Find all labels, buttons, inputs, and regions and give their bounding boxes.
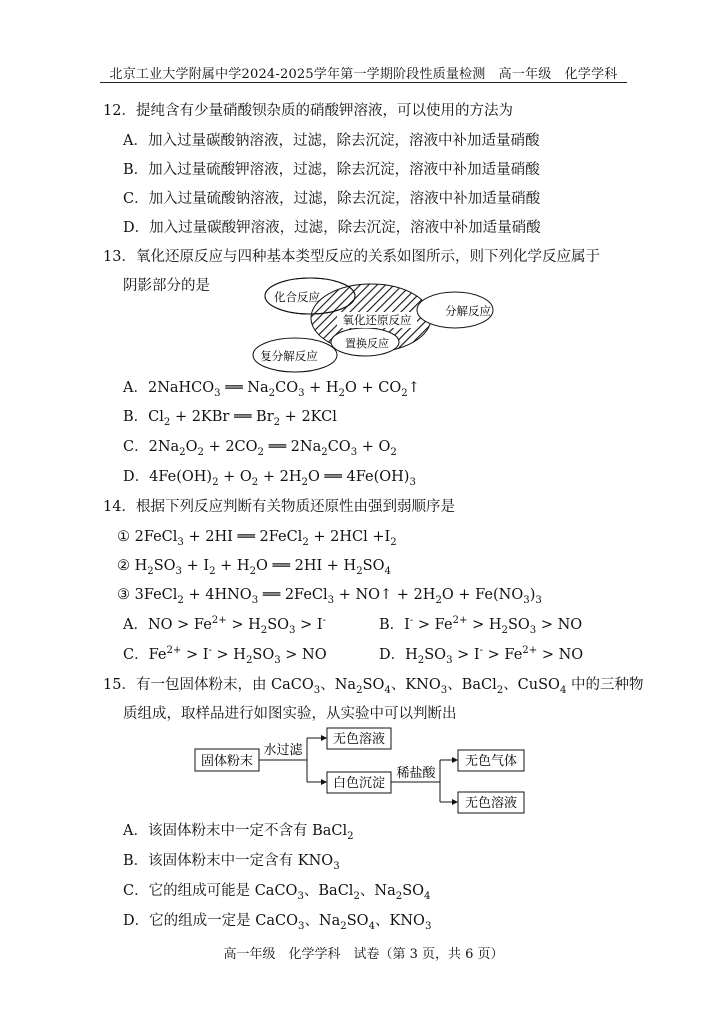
flow-out3-label: 无色气体 — [464, 754, 518, 769]
q13-option-d: D．$4Fe(OH)_2 + O_2 + 2H_2O$ ══ $4Fe(OH)_3$ — [123, 469, 416, 488]
q14-reaction-2: ② $H_2SO_3 + I_2 + H_2O$ ══ $2HI + H_2SO_4$ — [117, 558, 391, 577]
redox-label: 氧化还原反应 — [342, 313, 412, 327]
q14-reaction-3: ③ 3FeCl$_2$ + $4HNO_3$ ══ 2FeCl$_3$ + NO↑ + $2H_2O + Fe(NO_3)_3$ — [117, 587, 542, 606]
q14-reaction-1: ① 2FeCl$_3$ + 2HI ══ 2FeCl$_2$ + $2HCl +I_2$ — [117, 529, 397, 548]
q12-option-d: D．加入过量碳酸钾溶液，过滤，除去沉淀，溶液中补加适量硝酸 — [123, 220, 541, 236]
q14-option-b: B．$I^- > Fe^{2+} > H_2SO_3$ > NO — [379, 615, 583, 636]
q13-option-c: C．$2Na_2O_2 + 2CO_2$ ══ $2Na_2CO_3 + O_2$ — [123, 439, 397, 458]
q15-option-a: A．该固体粉末中一定不含有 BaCl$_2$ — [123, 823, 354, 842]
q12-option-c: C．加入过量硫酸钠溶液，过滤，除去沉淀，溶液中补加适量硝酸 — [123, 191, 541, 207]
flow-out4-label: 无色溶液 — [464, 796, 518, 811]
combination-label: 化合反应 — [274, 290, 320, 304]
q13-stem-line2: 阴影部分的是 — [123, 278, 210, 294]
decomposition-label: 分解反应 — [445, 304, 491, 318]
q12-stem: 12．提纯含有少量硝酸钡杂质的硝酸钾溶液，可以使用的方法为 — [103, 103, 513, 119]
q14-stem: 14．根据下列反应判断有关物质还原性由强到弱顺序是 — [103, 499, 455, 515]
flow-step2-label: 稀盐酸 — [396, 766, 436, 781]
q12-option-a: A．加入过量碳酸钠溶液，过滤，除去沉淀，溶液中补加适量硝酸 — [123, 133, 540, 149]
displacement-label: 置换反应 — [345, 337, 389, 350]
double-decomposition-label: 复分解反应 — [260, 349, 318, 363]
page-footer: 高一年级 化学学科 试卷（第 3 页，共 6 页） — [223, 947, 504, 962]
q14-option-c: C．$Fe^{2+} > I^- > H_2SO_3$ > NO — [123, 645, 327, 666]
flow-step1-label: 水过滤 — [263, 743, 303, 758]
q15-option-c: C．它的组成可能是 CaCO$_3$、BaCl$_2$、$Na_2SO_4$ — [123, 883, 431, 902]
q12-option-b: B．加入过量硫酸钾溶液，过滤，除去沉淀，溶液中补加适量硝酸 — [123, 162, 540, 178]
header-rule — [100, 82, 627, 83]
flow-out1-label: 无色溶液 — [332, 732, 386, 747]
q15-option-d: D．它的组成一定是 CaCO$_3$、$Na_2SO_4$、$KNO_3$ — [123, 913, 432, 932]
flow-start-label: 固体粉末 — [200, 754, 254, 769]
q15-stem-line2: 质组成，取样品进行如图实验，从实验中可以判断出 — [123, 706, 457, 722]
q13-stem-line1: 13．氧化还原反应与四种基本类型反应的关系如图所示，则下列化学反应属于 — [103, 249, 600, 265]
experiment-flowchart — [190, 725, 535, 820]
reaction-type-venn-diagram — [245, 272, 505, 377]
q13-option-b: B．$Cl_2 + 2KBr$ ══ $Br_2 + 2KCl$ — [123, 409, 337, 428]
q14-option-a: A．NO > $Fe^{2+} > H_2SO_3 > I^-$ — [123, 615, 326, 636]
page-header: 北京工业大学附属中学2024-2025学年第一学期阶段性质量检测 高一年级 化学学科 — [109, 67, 618, 82]
q14-option-d: D．$H_2SO_3 > I^- > Fe^{2+}$ > NO — [379, 645, 584, 666]
q15-option-b: B．该固体粉末中一定含有 $KNO_3$ — [123, 853, 340, 872]
q13-option-a: A．2NaHCO$_3$ ══ $Na_2CO_3 + H_2O$ + $CO_2↑$ — [123, 380, 420, 399]
flow-out2-label: 白色沉淀 — [332, 776, 386, 791]
q15-stem-line1: 15．有一包固体粉末，由 CaCO$_3$、$Na_2SO_4$、$KNO_3$、BaCl$_2$、CuSO$_4$ 中的三种物 — [103, 677, 644, 696]
